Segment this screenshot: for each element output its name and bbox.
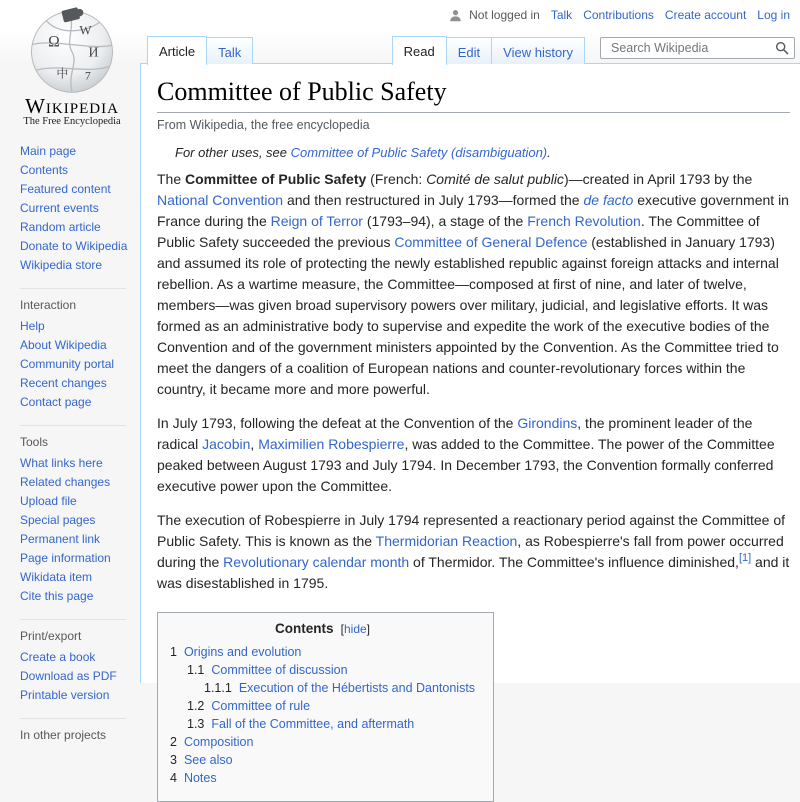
tab-article[interactable]: Article	[147, 36, 207, 65]
table-of-contents	[157, 612, 494, 802]
sidebar-item-recent-changes[interactable]: Recent changes	[20, 376, 107, 390]
text: ,	[250, 436, 259, 452]
content-link-jacobin[interactable]: Jacobin	[202, 436, 251, 452]
svg-text:И: И	[88, 44, 99, 60]
personal-bar	[449, 8, 790, 22]
paragraph-3	[157, 510, 790, 594]
text: , the prominent leader of the radical	[157, 415, 753, 452]
toc-number: 1.2	[187, 699, 205, 713]
sidebar-heading: Print/export	[20, 619, 126, 648]
svg-text:中: 中	[56, 66, 69, 81]
namespace-tabs	[148, 36, 253, 64]
toc-items	[170, 643, 475, 787]
sidebar-section	[20, 288, 140, 412]
sidebar-item-download-as-pdf[interactable]: Download as PDF	[20, 669, 117, 683]
sidebar-section	[20, 619, 140, 705]
sidebar-item-wikidata-item[interactable]: Wikidata item	[20, 570, 93, 584]
content-link-reign-of-terror[interactable]: Reign of Terror	[270, 213, 363, 229]
tab-read[interactable]: Read	[392, 36, 447, 65]
toc-link-committee-of-discussion[interactable]: Committee of discussion	[211, 663, 348, 677]
tab-talk[interactable]	[206, 37, 253, 64]
site-subtitle: From Wikipedia, the free encyclopedia	[157, 118, 370, 132]
toc-link-see-also[interactable]: See also	[183, 753, 233, 767]
toc-hide-link[interactable]: hide	[343, 622, 367, 636]
search-input[interactable]	[609, 40, 775, 56]
sidebar-item-upload-file[interactable]: Upload file	[20, 494, 77, 508]
text: In July 1793, following the defeat at the Convention of the	[157, 415, 518, 431]
text: , was added to the Committee. The power of the Committee peaked between August 1793 and July 1794. In December 1793, the Convention formally conferred executive power upon the Committee.	[157, 436, 775, 494]
wikipedia-logo[interactable]	[8, 4, 136, 127]
page-title: Committee of Public Safety	[157, 77, 790, 113]
sidebar-item-what-links-here[interactable]: What links here	[20, 456, 103, 470]
italic-text: .	[547, 145, 551, 160]
tab-link-view-history[interactable]: View history	[503, 45, 573, 60]
text: and it was disestablished in 1795.	[157, 554, 790, 591]
toc-item	[170, 679, 475, 697]
sidebar-item-special-pages[interactable]: Special pages	[20, 513, 96, 527]
sidebar-item-contact-page[interactable]: Contact page	[20, 395, 92, 409]
svg-text:7: 7	[84, 68, 91, 83]
toc-item	[170, 769, 475, 787]
toc-link-execution-of-the-h-bertists-and-dantonists[interactable]: Execution of the Hébertists and Dantonists	[238, 681, 476, 695]
content-link-girondins[interactable]: Girondins	[517, 415, 578, 431]
paragraph-2	[157, 413, 790, 497]
wikipedia-globe-icon	[26, 4, 118, 96]
sidebar-item-printable-version[interactable]: Printable version	[20, 688, 110, 702]
content-link-national-convention[interactable]: National Convention	[157, 192, 284, 208]
content-link-french-revolution[interactable]: French Revolution	[527, 213, 641, 229]
sidebar-item-community-portal[interactable]: Community portal	[20, 357, 115, 371]
sidebar-item-current-events[interactable]: Current events	[20, 201, 99, 215]
sidebar-item-help[interactable]: Help	[20, 319, 45, 333]
toc-number: 1.1.1	[204, 681, 232, 695]
sidebar-item-create-a-book[interactable]: Create a book	[20, 650, 96, 664]
content-link-maximilien-robespierre[interactable]: Maximilien Robespierre	[258, 436, 405, 452]
hatnote	[157, 145, 790, 160]
content-link-committee-of-public-safety-disambiguation[interactable]: Committee of Public Safety (disambiguation)	[290, 145, 548, 160]
toc-number: 1.1	[187, 663, 205, 677]
toc-item	[170, 697, 475, 715]
sidebar-section	[20, 425, 140, 606]
sidebar-item-donate-to-wikipedia[interactable]: Donate to Wikipedia	[20, 239, 128, 253]
sidebar-item-main-page[interactable]: Main page	[20, 144, 77, 158]
sidebar-item-wikipedia-store[interactable]: Wikipedia store	[20, 258, 103, 272]
content-area	[140, 63, 800, 785]
tab-link-talk[interactable]: Talk	[218, 45, 242, 60]
sidebar-nav	[0, 142, 140, 760]
sidebar-item-about-wikipedia[interactable]: About Wikipedia	[20, 338, 107, 352]
personal-link-contributions[interactable]: Contributions	[583, 8, 654, 22]
sidebar-item-featured-content[interactable]: Featured content	[20, 182, 111, 196]
toc-number: 3	[170, 753, 177, 767]
content-link-de-facto[interactable]: de facto	[583, 192, 634, 208]
text: executive government in France during the	[157, 192, 789, 229]
toc-number: 1	[170, 645, 177, 659]
toc-item	[170, 715, 475, 733]
login-status: Not logged in	[469, 8, 540, 22]
personal-link-create-account[interactable]: Create account	[664, 8, 747, 22]
search-box	[600, 37, 795, 59]
toc-link-composition[interactable]: Composition	[183, 735, 254, 749]
italic-text: For other uses, see	[175, 145, 291, 160]
text: of Thermidor. The Committee's influence diminished,	[409, 554, 739, 570]
logo-wordmark: Wikipedia	[25, 94, 119, 118]
content-link-revolutionary-calendar-month[interactable]: Revolutionary calendar month	[223, 554, 410, 570]
svg-text:W: W	[79, 23, 92, 38]
sidebar-item-permanent-link[interactable]: Permanent link	[20, 532, 101, 546]
text: and then restructured in July 1793—formed the	[283, 192, 584, 208]
view-tabs-and-search	[385, 36, 795, 64]
user-icon	[449, 9, 462, 22]
toc-link-fall-of-the-committee-and-aftermath[interactable]: Fall of the Committee, and aftermath	[211, 717, 415, 731]
tab-link-edit[interactable]: Edit	[457, 45, 481, 60]
content-link-thermidorian-reaction[interactable]: Thermidorian Reaction	[375, 533, 518, 549]
toc-link-notes[interactable]: Notes	[183, 771, 217, 785]
text: The execution of Robespierre in July 1794 represented a reactionary period against the Committee of Public Safety. This is known as the	[157, 512, 786, 549]
footnote-link-1[interactable]: [1]	[738, 552, 752, 565]
sidebar-item-related-changes[interactable]: Related changes	[20, 475, 111, 489]
toc-title: Contents	[275, 621, 334, 636]
svg-text:Ω: Ω	[48, 33, 60, 51]
toc-link-origins-and-evolution[interactable]: Origins and evolution	[183, 645, 302, 659]
search-icon[interactable]	[775, 41, 789, 55]
toc-item	[170, 643, 475, 661]
sidebar-heading: Tools	[20, 425, 126, 454]
text: , as Robespierre's fall from power occurred during the	[157, 533, 784, 570]
content-link-committee-of-general-defence[interactable]: Committee of General Defence	[394, 234, 588, 250]
paragraph-1	[157, 169, 790, 400]
tab-row	[140, 35, 800, 64]
sidebar-section	[20, 142, 140, 275]
logo-tagline: The Free Encyclopedia	[23, 116, 121, 127]
text: (established in January 1793) and assumed its role of protecting the newly established republic against foreign attacks and internal rebellion. As a wartime measure, the Committee—composed at first of nine, and later of twelve, members—was given broad supervisory powers over military, judicial, and legislative efforts. It was formed as an administrative body to supervise and expedite the work of the executive bodies of the Convention and of the government ministers appointed by the Convention. As the Committee tried to meet the dangers of a coalition of European nations and counter-revolutionary forces within the country, it became more and more powerful.	[157, 234, 779, 397]
sidebar-item-page-information[interactable]: Page information	[20, 551, 111, 565]
sidebar-heading: In other projects	[20, 718, 126, 747]
sidebar-section	[20, 718, 140, 747]
tab-view-history[interactable]	[491, 37, 585, 64]
search-area	[600, 37, 795, 59]
sidebar-heading: Interaction	[20, 288, 126, 317]
text: (French:	[366, 171, 427, 187]
toc-item	[170, 661, 475, 679]
tab-edit[interactable]	[446, 37, 492, 64]
personal-link-log-in[interactable]: Log in	[757, 8, 790, 22]
toc-header	[170, 621, 475, 636]
personal-links	[551, 8, 790, 22]
toc-number: 1.3	[187, 717, 205, 731]
sidebar-item-contents[interactable]: Contents	[20, 163, 69, 177]
italic-text: Comité de salut public	[426, 171, 564, 187]
text: The	[157, 171, 186, 187]
personal-link-talk[interactable]: Talk	[550, 8, 573, 22]
view-tabs	[393, 36, 585, 64]
footnote-ref	[739, 551, 751, 564]
sidebar-item-random-article[interactable]: Random article	[20, 220, 101, 234]
toc-number: 4	[170, 771, 177, 785]
toc-number: 2	[170, 735, 177, 749]
toc-item	[170, 733, 475, 751]
sidebar-item-cite-this-page[interactable]: Cite this page	[20, 589, 94, 603]
bold-text: Committee of Public Safety	[185, 171, 367, 187]
text: . The Committee of Public Safety succeeded the previous	[157, 213, 760, 250]
toc-link-committee-of-rule[interactable]: Committee of rule	[211, 699, 311, 713]
toc-item	[170, 751, 475, 769]
text: (1793–94), a stage of the	[362, 213, 528, 229]
toc-toggle: [hide]	[337, 622, 371, 636]
text: )—created in April 1793 by the	[563, 171, 753, 187]
